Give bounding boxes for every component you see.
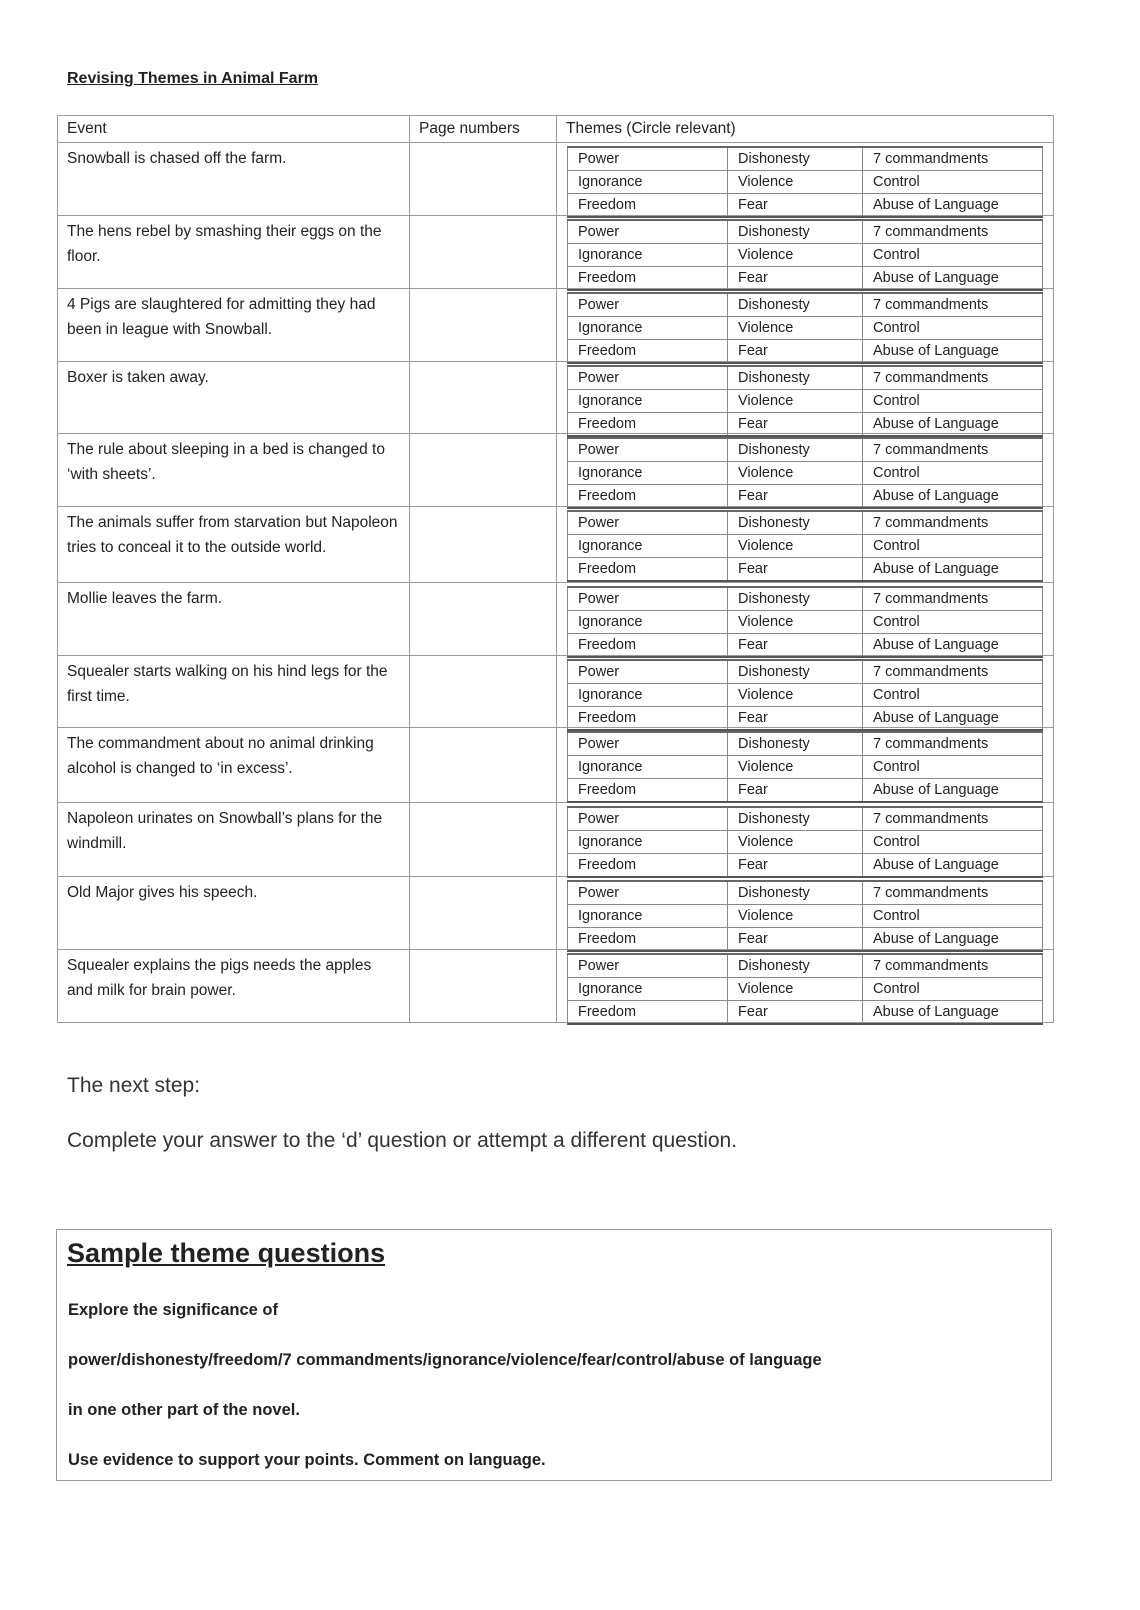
- theme-option[interactable]: Violence: [728, 535, 863, 558]
- theme-option[interactable]: Ignorance: [568, 611, 728, 634]
- theme-option[interactable]: Freedom: [568, 340, 728, 364]
- themes-grid: [567, 659, 1043, 731]
- theme-option[interactable]: Freedom: [568, 854, 728, 878]
- sample-line: power/dishonesty/freedom/7 commandments/ignorance/violence/fear/control/abuse of language: [68, 1351, 822, 1369]
- page-numbers-cell[interactable]: [410, 289, 557, 361]
- table-row: [58, 215, 1053, 288]
- theme-option[interactable]: Control: [863, 317, 1043, 340]
- theme-option[interactable]: 7 commandments: [863, 881, 1043, 905]
- table-row: [58, 949, 1053, 1022]
- event-cell: The rule about sleeping in a bed is changed to ‘with sheets’.: [58, 434, 410, 506]
- theme-option[interactable]: 7 commandments: [863, 293, 1043, 317]
- theme-option[interactable]: Power: [568, 147, 728, 171]
- theme-option[interactable]: Freedom: [568, 413, 728, 437]
- theme-option[interactable]: Dishonesty: [728, 511, 863, 535]
- theme-option[interactable]: Dishonesty: [728, 366, 863, 390]
- theme-option[interactable]: Violence: [728, 317, 863, 340]
- theme-option[interactable]: Freedom: [568, 928, 728, 952]
- theme-option[interactable]: Dishonesty: [728, 732, 863, 756]
- theme-option[interactable]: Power: [568, 660, 728, 684]
- theme-option[interactable]: Fear: [728, 558, 863, 582]
- themes-grid: [567, 586, 1043, 658]
- table-row: [58, 361, 1053, 433]
- theme-option[interactable]: Freedom: [568, 1001, 728, 1025]
- theme-option[interactable]: Abuse of Language: [863, 413, 1043, 437]
- themes-cell: [557, 289, 1053, 361]
- theme-option[interactable]: Power: [568, 807, 728, 831]
- header-themes: Themes (Circle relevant): [566, 120, 736, 137]
- theme-option[interactable]: Dishonesty: [728, 147, 863, 171]
- theme-option[interactable]: Power: [568, 366, 728, 390]
- themes-grid: [567, 437, 1043, 509]
- table-row: [58, 802, 1053, 876]
- theme-option[interactable]: Abuse of Language: [863, 485, 1043, 509]
- theme-option[interactable]: Control: [863, 171, 1043, 194]
- theme-option[interactable]: Freedom: [568, 707, 728, 731]
- sample-questions-box: [56, 1229, 1052, 1481]
- theme-option[interactable]: Ignorance: [568, 978, 728, 1001]
- theme-option[interactable]: Abuse of Language: [863, 634, 1043, 658]
- theme-option[interactable]: 7 commandments: [863, 660, 1043, 684]
- page-numbers-cell[interactable]: [410, 143, 557, 215]
- page-numbers-cell[interactable]: [410, 434, 557, 506]
- theme-option[interactable]: Violence: [728, 831, 863, 854]
- theme-option[interactable]: Ignorance: [568, 244, 728, 267]
- page-numbers-cell[interactable]: [410, 728, 557, 802]
- sample-line: in one other part of the novel.: [68, 1401, 300, 1419]
- themes-cell: [557, 507, 1053, 582]
- themes-grid: [567, 953, 1043, 1025]
- themes-grid: [567, 219, 1043, 291]
- themes-cell: [557, 143, 1053, 215]
- theme-option[interactable]: Dishonesty: [728, 220, 863, 244]
- themes-cell: [557, 728, 1053, 802]
- theme-option[interactable]: 7 commandments: [863, 366, 1043, 390]
- theme-option[interactable]: Fear: [728, 340, 863, 364]
- event-cell: Snowball is chased off the farm.: [58, 143, 410, 215]
- theme-option[interactable]: Ignorance: [568, 905, 728, 928]
- event-cell: Squealer starts walking on his hind legs for the first time.: [58, 656, 410, 727]
- theme-option[interactable]: Control: [863, 611, 1043, 634]
- page-numbers-cell[interactable]: [410, 803, 557, 876]
- sample-questions-heading: Sample theme questions: [67, 1238, 386, 1268]
- theme-option[interactable]: Control: [863, 535, 1043, 558]
- theme-option[interactable]: Ignorance: [568, 390, 728, 413]
- theme-option[interactable]: Abuse of Language: [863, 707, 1043, 731]
- next-step-heading: The next step:: [67, 1074, 201, 1097]
- themes-grid: [567, 880, 1043, 952]
- table-row: [58, 582, 1053, 655]
- theme-option[interactable]: 7 commandments: [863, 954, 1043, 978]
- themes-table: [57, 115, 1054, 1023]
- theme-option[interactable]: Abuse of Language: [863, 340, 1043, 364]
- themes-cell: [557, 950, 1053, 1022]
- table-header-row: [58, 116, 1053, 142]
- theme-option[interactable]: Fear: [728, 707, 863, 731]
- theme-option[interactable]: Power: [568, 881, 728, 905]
- theme-option[interactable]: Dishonesty: [728, 881, 863, 905]
- theme-option[interactable]: Ignorance: [568, 756, 728, 779]
- theme-option[interactable]: Fear: [728, 413, 863, 437]
- next-step-text: Complete your answer to the ‘d’ question or attempt a different question.: [67, 1129, 738, 1152]
- theme-option[interactable]: 7 commandments: [863, 220, 1043, 244]
- theme-option[interactable]: Power: [568, 511, 728, 535]
- table-row: [58, 142, 1053, 215]
- theme-option[interactable]: Violence: [728, 905, 863, 928]
- table-row: [58, 655, 1053, 727]
- theme-option[interactable]: Dishonesty: [728, 807, 863, 831]
- event-cell: Squealer explains the pigs needs the apples and milk for brain power.: [58, 950, 410, 1022]
- theme-option[interactable]: Power: [568, 293, 728, 317]
- event-cell: 4 Pigs are slaughtered for admitting they had been in league with Snowball.: [58, 289, 410, 361]
- theme-option[interactable]: Abuse of Language: [863, 928, 1043, 952]
- themes-cell: [557, 803, 1053, 876]
- page-numbers-cell[interactable]: [410, 656, 557, 727]
- theme-option[interactable]: Control: [863, 462, 1043, 485]
- theme-option[interactable]: Power: [568, 220, 728, 244]
- theme-option[interactable]: Ignorance: [568, 462, 728, 485]
- event-cell: Old Major gives his speech.: [58, 877, 410, 949]
- sample-line: Explore the significance of: [68, 1301, 278, 1319]
- page-numbers-cell[interactable]: [410, 216, 557, 288]
- table-row: [58, 288, 1053, 361]
- theme-option[interactable]: Violence: [728, 684, 863, 707]
- theme-option[interactable]: Violence: [728, 244, 863, 267]
- theme-option[interactable]: Control: [863, 684, 1043, 707]
- theme-option[interactable]: Abuse of Language: [863, 194, 1043, 218]
- theme-option[interactable]: 7 commandments: [863, 807, 1043, 831]
- theme-option[interactable]: Freedom: [568, 485, 728, 509]
- theme-option[interactable]: Abuse of Language: [863, 854, 1043, 878]
- themes-grid: [567, 806, 1043, 878]
- page-numbers-cell[interactable]: [410, 507, 557, 582]
- theme-option[interactable]: Fear: [728, 1001, 863, 1025]
- themes-grid: [567, 731, 1043, 803]
- event-cell: The animals suffer from starvation but Napoleon tries to conceal it to the outside world.: [58, 507, 410, 582]
- theme-option[interactable]: Ignorance: [568, 317, 728, 340]
- theme-option[interactable]: Ignorance: [568, 535, 728, 558]
- table-row: [58, 506, 1053, 582]
- theme-option[interactable]: Dishonesty: [728, 587, 863, 611]
- event-cell: Napoleon urinates on Snowball’s plans for the windmill.: [58, 803, 410, 876]
- event-cell: Mollie leaves the farm.: [58, 583, 410, 655]
- theme-option[interactable]: Dishonesty: [728, 660, 863, 684]
- themes-grid: [567, 146, 1043, 218]
- table-row: [58, 727, 1053, 802]
- theme-option[interactable]: Power: [568, 438, 728, 462]
- themes-grid: [567, 510, 1043, 582]
- event-cell: The commandment about no animal drinking alcohol is changed to ‘in excess’.: [58, 728, 410, 802]
- theme-option[interactable]: Abuse of Language: [863, 558, 1043, 582]
- header-event: Event: [58, 116, 410, 142]
- theme-option[interactable]: Power: [568, 587, 728, 611]
- themes-grid: [567, 365, 1043, 437]
- theme-option[interactable]: Control: [863, 831, 1043, 854]
- theme-option[interactable]: Control: [863, 390, 1043, 413]
- sample-line: Use evidence to support your points. Comment on language.: [68, 1451, 546, 1469]
- theme-option[interactable]: Fear: [728, 928, 863, 952]
- themes-cell: [557, 583, 1053, 655]
- theme-option[interactable]: Fear: [728, 485, 863, 509]
- theme-option[interactable]: Freedom: [568, 558, 728, 582]
- themes-cell: [557, 362, 1053, 433]
- header-page-numbers: Page numbers: [410, 116, 557, 142]
- theme-option[interactable]: Freedom: [568, 779, 728, 803]
- theme-option[interactable]: Fear: [728, 779, 863, 803]
- table-row: [58, 876, 1053, 949]
- event-cell: The hens rebel by smashing their eggs on the floor.: [58, 216, 410, 288]
- themes-cell: [557, 656, 1053, 727]
- themes-cell: [557, 877, 1053, 949]
- theme-option[interactable]: Fear: [728, 194, 863, 218]
- theme-option[interactable]: Violence: [728, 611, 863, 634]
- page-title: Revising Themes in Animal Farm: [67, 70, 319, 87]
- themes-grid: [567, 292, 1043, 364]
- theme-option[interactable]: Violence: [728, 756, 863, 779]
- theme-option[interactable]: Abuse of Language: [863, 779, 1043, 803]
- theme-option[interactable]: Ignorance: [568, 684, 728, 707]
- theme-option[interactable]: Violence: [728, 390, 863, 413]
- theme-option[interactable]: Ignorance: [568, 171, 728, 194]
- theme-option[interactable]: 7 commandments: [863, 511, 1043, 535]
- theme-option[interactable]: Control: [863, 978, 1043, 1001]
- theme-option[interactable]: Control: [863, 756, 1043, 779]
- theme-option[interactable]: Fear: [728, 267, 863, 291]
- page-numbers-cell[interactable]: [410, 583, 557, 655]
- theme-option[interactable]: 7 commandments: [863, 587, 1043, 611]
- themes-cell: [557, 216, 1053, 288]
- theme-option[interactable]: Freedom: [568, 194, 728, 218]
- theme-option[interactable]: 7 commandments: [863, 438, 1043, 462]
- theme-option[interactable]: Fear: [728, 634, 863, 658]
- theme-option[interactable]: 7 commandments: [863, 147, 1043, 171]
- theme-option[interactable]: Violence: [728, 171, 863, 194]
- theme-option[interactable]: Dishonesty: [728, 954, 863, 978]
- theme-option[interactable]: Abuse of Language: [863, 1001, 1043, 1025]
- page-numbers-cell[interactable]: [410, 950, 557, 1022]
- theme-option[interactable]: 7 commandments: [863, 732, 1043, 756]
- theme-option[interactable]: Power: [568, 954, 728, 978]
- event-cell: Boxer is taken away.: [58, 362, 410, 433]
- theme-option[interactable]: Control: [863, 905, 1043, 928]
- theme-option[interactable]: Violence: [728, 978, 863, 1001]
- theme-option[interactable]: Dishonesty: [728, 293, 863, 317]
- theme-option[interactable]: Control: [863, 244, 1043, 267]
- theme-option[interactable]: Violence: [728, 462, 863, 485]
- theme-option[interactable]: Freedom: [568, 267, 728, 291]
- theme-option[interactable]: Abuse of Language: [863, 267, 1043, 291]
- theme-option[interactable]: Freedom: [568, 634, 728, 658]
- theme-option[interactable]: Fear: [728, 854, 863, 878]
- theme-option[interactable]: Dishonesty: [728, 438, 863, 462]
- page-numbers-cell[interactable]: [410, 362, 557, 433]
- table-row: [58, 433, 1053, 506]
- theme-option[interactable]: Ignorance: [568, 831, 728, 854]
- page-numbers-cell[interactable]: [410, 877, 557, 949]
- theme-option[interactable]: Power: [568, 732, 728, 756]
- themes-cell: [557, 434, 1053, 506]
